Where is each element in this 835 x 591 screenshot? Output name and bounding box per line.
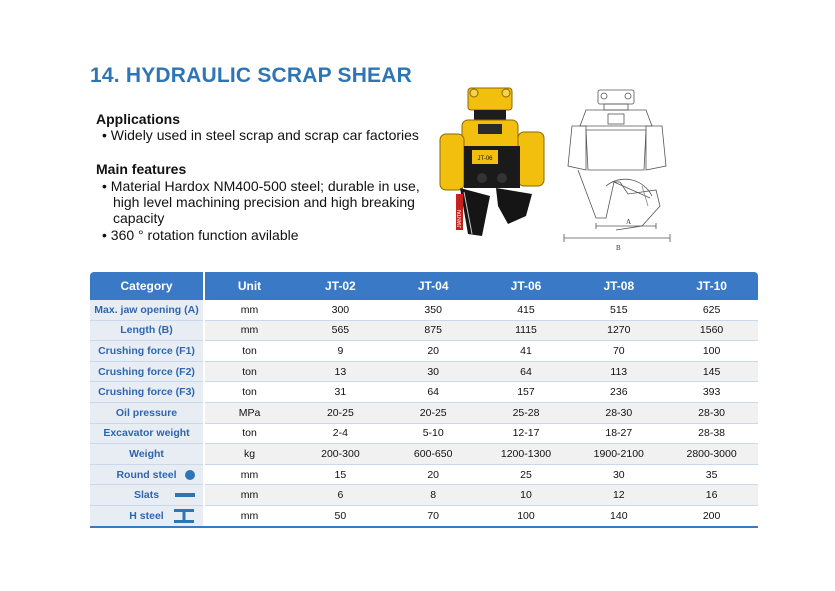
table-cell: 64 (480, 361, 573, 382)
table-cell: ton (204, 382, 294, 403)
table-cell: 12 (572, 485, 665, 506)
table-cell: 9 (294, 341, 387, 362)
features-bullet-text-2: • 360 ° rotation function avilable (102, 227, 299, 243)
table-cell: 16 (665, 485, 758, 506)
table-cell: 20-25 (294, 402, 387, 423)
table-cell: 70 (572, 341, 665, 362)
table-cell: MPa (204, 402, 294, 423)
table-cell: 113 (572, 361, 665, 382)
column-header: Unit (204, 272, 294, 300)
table-cell: 2800-3000 (665, 444, 758, 465)
applications-bullet-1 (102, 127, 432, 143)
table-cell: 70 (387, 505, 480, 526)
row-category: Crushing force (F3) (90, 382, 204, 403)
table-cell: 20 (387, 341, 480, 362)
table-cell: 5-10 (387, 423, 480, 444)
column-header: JT-10 (665, 272, 758, 300)
table-row (90, 423, 758, 444)
row-category-slats (90, 485, 204, 506)
table-cell: ton (204, 361, 294, 382)
table-cell: 31 (294, 382, 387, 403)
features-heading: Main features (96, 161, 187, 177)
table-cell: 393 (665, 382, 758, 403)
row-category-label: Round steel (116, 468, 177, 481)
table-cell: 64 (387, 382, 480, 403)
page-title: 14. HYDRAULIC SCRAP SHEAR (90, 64, 412, 87)
table-cell: 12-17 (480, 423, 573, 444)
h-steel-icon (173, 508, 195, 524)
slats-icon (175, 493, 195, 497)
spec-table (90, 272, 758, 528)
scrap-shear-photo (438, 84, 550, 246)
row-category: Weight (90, 444, 204, 465)
column-header: JT-06 (480, 272, 573, 300)
table-cell: 30 (387, 361, 480, 382)
table-cell: ton (204, 341, 294, 362)
table-cell: 35 (665, 464, 758, 485)
table-cell: kg (204, 444, 294, 465)
table-cell: 140 (572, 505, 665, 526)
table-cell: 13 (294, 361, 387, 382)
table-cell: 6 (294, 485, 387, 506)
dimension-b-label: B (616, 244, 621, 252)
table-cell: 15 (294, 464, 387, 485)
table-cell: 20-25 (387, 402, 480, 423)
table-cell: 236 (572, 382, 665, 403)
table-cell: 25 (480, 464, 573, 485)
table-row (90, 485, 758, 506)
table-cell: 300 (294, 300, 387, 320)
table-cell: 18-27 (572, 423, 665, 444)
table-cell: 515 (572, 300, 665, 320)
applications-bullet-text: • Widely used in steel scrap and scrap car factories (102, 127, 419, 143)
row-category: Max. jaw opening (A) (90, 300, 204, 320)
table-cell: ton (204, 423, 294, 444)
table-row (90, 444, 758, 465)
row-category: Excavator weight (90, 423, 204, 444)
row-category-label: H steel (129, 509, 164, 522)
table-cell: 600-650 (387, 444, 480, 465)
photo-side-text: JIANTAI (457, 209, 463, 228)
row-category: Oil pressure (90, 402, 204, 423)
table-cell: 200 (665, 505, 758, 526)
table-cell: mm (204, 485, 294, 506)
table-cell: 25-28 (480, 402, 573, 423)
table-row (90, 361, 758, 382)
dimension-a-label: A (626, 218, 632, 226)
table-cell: 50 (294, 505, 387, 526)
table-row (90, 320, 758, 341)
table-row (90, 300, 758, 320)
column-header: JT-04 (387, 272, 480, 300)
features-bullet-2 (102, 227, 432, 243)
photo-model-label: JT-06 (477, 156, 493, 162)
scrap-shear-drawing (556, 86, 678, 254)
table-cell: 1270 (572, 320, 665, 341)
table-cell: 2-4 (294, 423, 387, 444)
table-cell: 875 (387, 320, 480, 341)
row-category-h-steel (90, 505, 204, 526)
row-category-label: Slats (133, 489, 160, 502)
features-bullet-text-1: • Material Hardox NM400-500 steel; durable in use, high level machining precision and high breaking capacity (102, 178, 420, 226)
row-category: Crushing force (F1) (90, 341, 204, 362)
table-cell: 200-300 (294, 444, 387, 465)
table-row (90, 464, 758, 485)
table-cell: 28-30 (665, 402, 758, 423)
table-cell: 1115 (480, 320, 573, 341)
column-header: JT-02 (294, 272, 387, 300)
row-category: Crushing force (F2) (90, 361, 204, 382)
table-cell: 100 (480, 505, 573, 526)
table-cell: 1560 (665, 320, 758, 341)
row-category: Length (B) (90, 320, 204, 341)
table-cell: 625 (665, 300, 758, 320)
table-cell: 100 (665, 341, 758, 362)
table-cell: 415 (480, 300, 573, 320)
table-header-row (90, 272, 758, 300)
table-cell: 30 (572, 464, 665, 485)
table-cell: 20 (387, 464, 480, 485)
table-cell: 41 (480, 341, 573, 362)
round-steel-icon (185, 470, 195, 480)
table-cell: mm (204, 300, 294, 320)
table-cell: 145 (665, 361, 758, 382)
table-cell: mm (204, 320, 294, 341)
column-header: JT-08 (572, 272, 665, 300)
applications-heading: Applications (96, 111, 181, 127)
table-cell: 1200-1300 (480, 444, 573, 465)
table-cell: 28-38 (665, 423, 758, 444)
table-cell: 565 (294, 320, 387, 341)
table-cell: 28-30 (572, 402, 665, 423)
features-bullet-1 (102, 178, 432, 226)
table-row (90, 341, 758, 362)
table-cell: mm (204, 464, 294, 485)
table-cell: 8 (387, 485, 480, 506)
column-header: Category (90, 272, 204, 300)
table-cell: 10 (480, 485, 573, 506)
table-cell: mm (204, 505, 294, 526)
table-cell: 350 (387, 300, 480, 320)
table-cell: 1900-2100 (572, 444, 665, 465)
table-row (90, 382, 758, 403)
table-row (90, 505, 758, 526)
table-row (90, 402, 758, 423)
table-cell: 157 (480, 382, 573, 403)
row-category-round-steel (90, 464, 204, 485)
